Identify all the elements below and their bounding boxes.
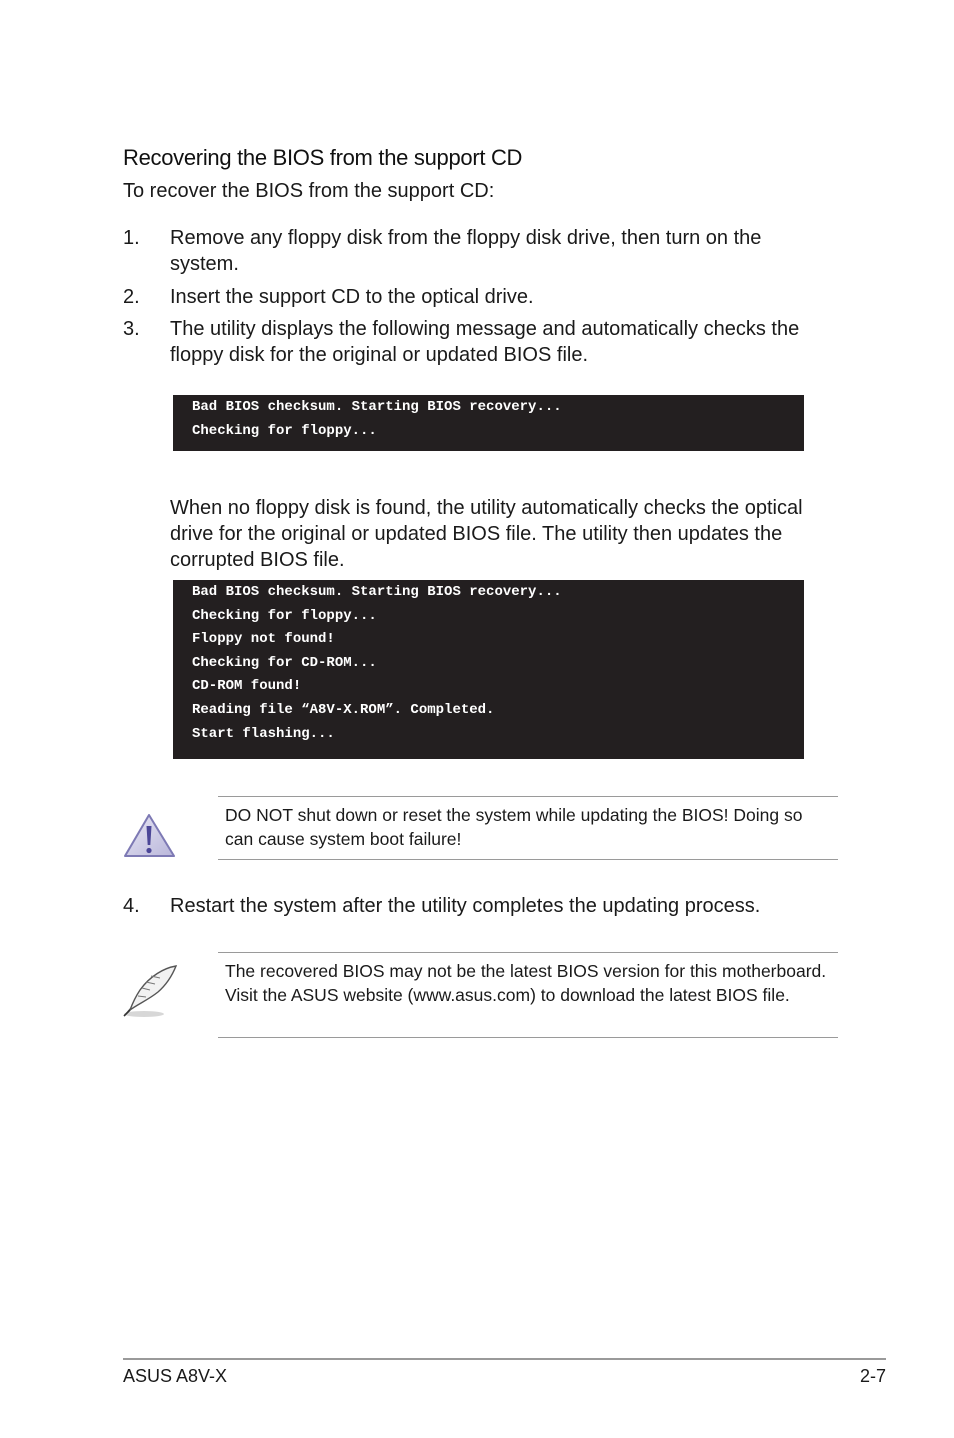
step-number: 4. <box>123 895 140 917</box>
console-output-1 <box>173 395 804 451</box>
console-line: Floppy not found! <box>192 631 335 648</box>
step-2 <box>123 284 823 310</box>
footer-divider <box>123 1358 886 1360</box>
console-line: Start flashing... <box>192 725 335 742</box>
section-title: Recovering the BIOS from the support CD <box>123 145 523 170</box>
step-text: Insert the support CD to the optical drive. <box>170 286 534 308</box>
footer-page-number: 2-7 <box>859 1366 886 1386</box>
console-line: Reading file “A8V-X.ROM”. Completed. <box>192 701 495 718</box>
intro-text: To recover the BIOS from the support CD: <box>123 180 495 202</box>
step-text: The utility displays the following message and automatically checks the floppy disk for the original or updated BIOS file. <box>170 318 800 366</box>
floppy-not-found-text: When no floppy disk is found, the utility automatically checks the optical drive for the original or updated BIOS file. The utility then updates the corrupted BIOS file. <box>170 497 803 571</box>
step-1 <box>123 225 823 277</box>
console-line: Checking for CD-ROM... <box>192 654 377 671</box>
step-number: 1. <box>123 227 140 249</box>
console-line: Bad BIOS checksum. Starting BIOS recovery... <box>192 399 562 415</box>
warning-triangle-icon <box>122 812 178 860</box>
step-text: Remove any floppy disk from the floppy disk drive, then turn on the system. <box>170 227 762 275</box>
step-number: 3. <box>123 318 140 340</box>
step-4 <box>123 893 853 919</box>
console-line: CD-ROM found! <box>192 678 302 695</box>
step-number: 2. <box>123 286 140 308</box>
warning-callout <box>218 796 838 860</box>
note-text: The recovered BIOS may not be the latest BIOS version for this motherboard. Visit the ASUS website (www.asus.com) to download the latest BIOS file. <box>225 961 827 1005</box>
console-line: Checking for floppy... <box>192 422 377 439</box>
step-text: Restart the system after the utility completes the updating process. <box>170 895 761 917</box>
step-3 <box>123 316 823 368</box>
note-callout <box>218 952 838 1038</box>
console-line: Checking for floppy... <box>192 607 377 624</box>
feather-pen-icon <box>120 960 182 1020</box>
footer-product-name: ASUS A8V-X <box>123 1366 228 1386</box>
console-output-2 <box>173 580 804 759</box>
console-line: Bad BIOS checksum. Starting BIOS recovery... <box>192 584 562 600</box>
warning-text: DO NOT shut down or reset the system while updating the BIOS! Doing so can cause system boot failure! <box>225 805 803 849</box>
